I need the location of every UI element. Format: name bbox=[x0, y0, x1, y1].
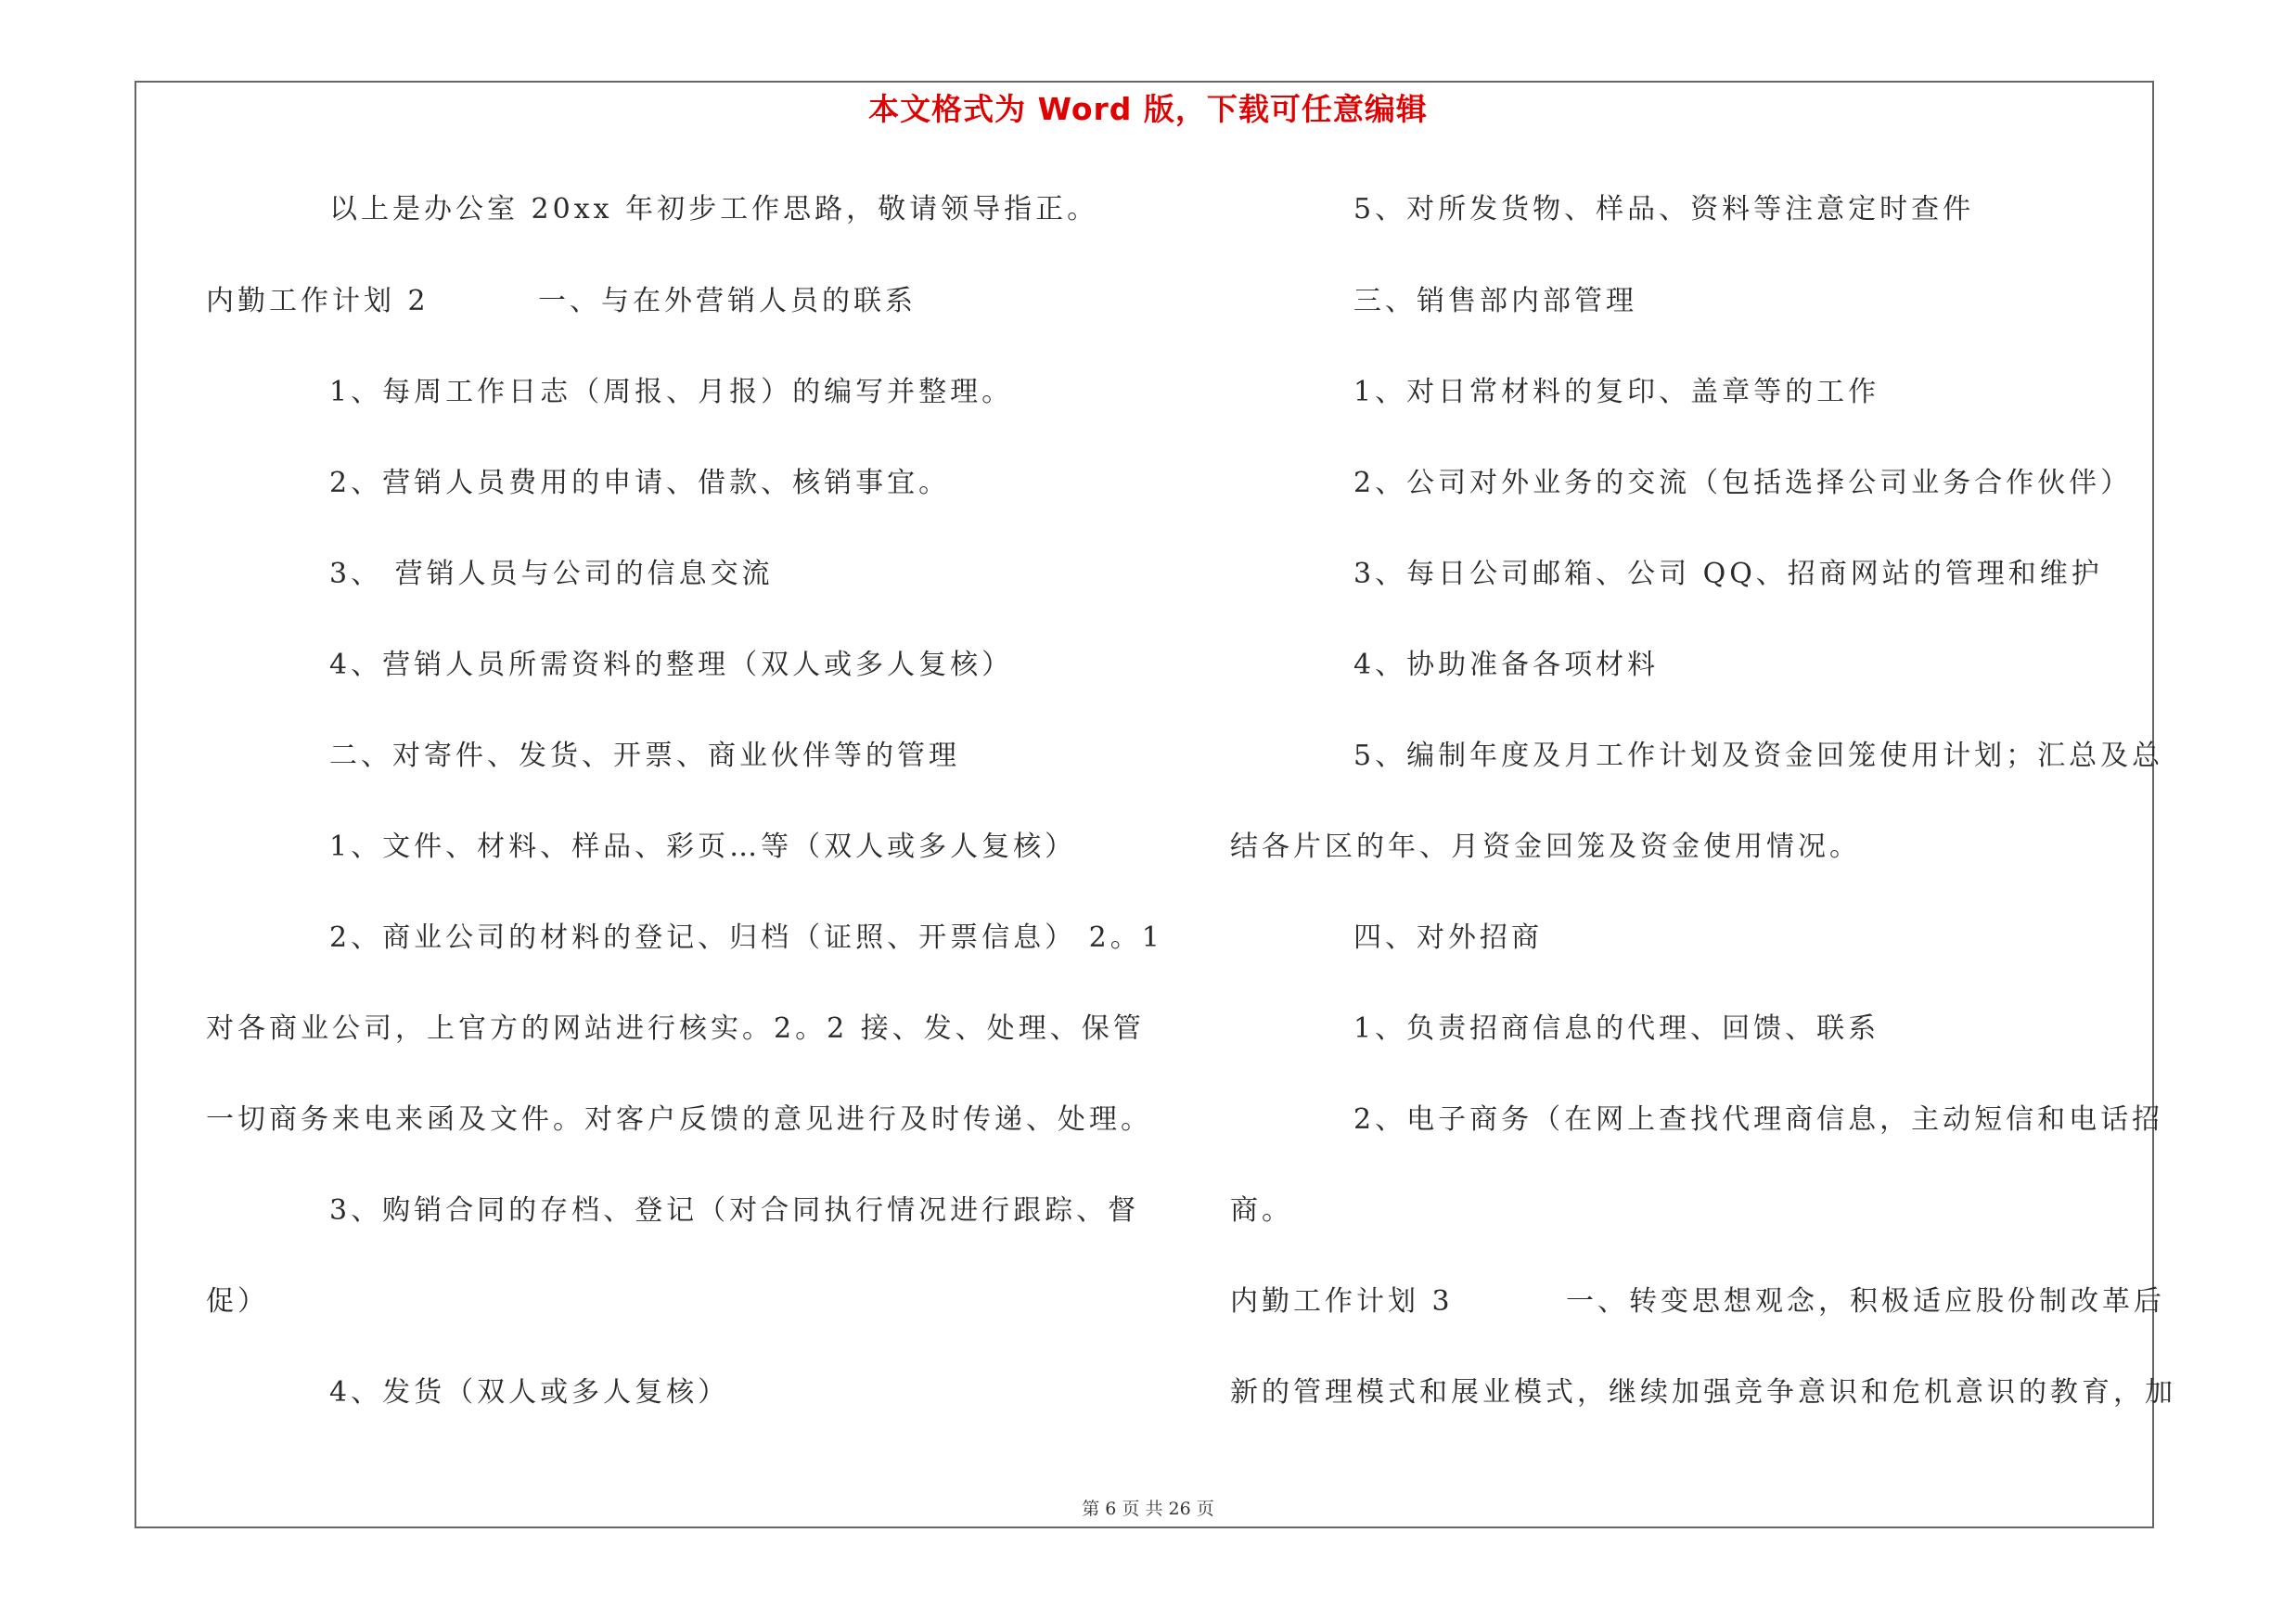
section-heading: 三、销售部内部管理 bbox=[1353, 285, 1637, 317]
section-heading: 一、与在外营销人员的联系 bbox=[538, 285, 917, 317]
paragraph-line: 新的管理模式和展业模式，继续加强竞争意识和危机意识的教育，加 bbox=[1230, 1376, 2176, 1409]
section-heading: 内勤工作计划 3 bbox=[1230, 1285, 1454, 1318]
section-heading: 内勤工作计划 2 bbox=[206, 285, 430, 317]
paragraph-line: 以上是办公室 20xx 年初步工作思路，敬请领导指正。 bbox=[329, 193, 1099, 225]
section-heading: 四、对外招商 bbox=[1353, 921, 1543, 954]
paragraph-line: 一切商务来电来函及文件。对客户反馈的意见进行及时传递、处理。 bbox=[206, 1103, 1152, 1136]
paragraph-line: 1、文件、材料、样品、彩页…等（双人或多人复核） bbox=[329, 831, 1077, 863]
paragraph-line: 1、每周工作日志（周报、月报）的编写并整理。 bbox=[329, 376, 1014, 408]
section-heading: 一、转变思想观念，积极适应股份制改革后 bbox=[1566, 1285, 2165, 1318]
paragraph-line: 4、营销人员所需资料的整理（双人或多人复核） bbox=[329, 649, 1014, 681]
paragraph-line: 结各片区的年、月资金回笼及资金使用情况。 bbox=[1230, 831, 1861, 863]
page-number-footer: 第 6 页 共 26 页 bbox=[1082, 1499, 1214, 1519]
paragraph-line: 1、对日常材料的复印、盖章等的工作 bbox=[1353, 376, 1880, 408]
paragraph-line: 对各商业公司，上官方的网站进行核实。2。2 接、发、处理、保管 bbox=[206, 1012, 1145, 1045]
paragraph-line: 2、公司对外业务的交流（包括选择公司业务合作伙伴） bbox=[1353, 467, 2133, 499]
word-format-banner: 本文格式为 Word 版，下载可任意编辑 bbox=[868, 91, 1428, 127]
paragraph-line: 3、 营销人员与公司的信息交流 bbox=[329, 558, 774, 590]
paragraph-line: 2、电子商务（在网上查找代理商信息，主动短信和电话招 bbox=[1353, 1103, 2164, 1136]
paragraph-line: 4、协助准备各项材料 bbox=[1353, 649, 1660, 681]
paragraph-line: 4、发货（双人或多人复核） bbox=[329, 1376, 730, 1409]
section-heading: 二、对寄件、发货、开票、商业伙伴等的管理 bbox=[329, 740, 960, 772]
paragraph-line: 促） bbox=[206, 1285, 269, 1318]
paragraph-line: 3、每日公司邮箱、公司 QQ、招商网站的管理和维护 bbox=[1353, 558, 2103, 590]
paragraph-line: 5、编制年度及月工作计划及资金回笼使用计划；汇总及总 bbox=[1353, 740, 2164, 772]
paragraph-line: 3、购销合同的存档、登记（对合同执行情况进行跟踪、督 bbox=[329, 1194, 1140, 1227]
paragraph-line: 商。 bbox=[1230, 1194, 1293, 1227]
paragraph-line: 1、负责招商信息的代理、回馈、联系 bbox=[1353, 1012, 1880, 1045]
paragraph-line: 5、对所发货物、样品、资料等注意定时查件 bbox=[1353, 193, 1975, 225]
paragraph-line: 2、商业公司的材料的登记、归档（证照、开票信息） 2。1 bbox=[329, 921, 1163, 954]
paragraph-line: 2、营销人员费用的申请、借款、核销事宜。 bbox=[329, 467, 951, 499]
